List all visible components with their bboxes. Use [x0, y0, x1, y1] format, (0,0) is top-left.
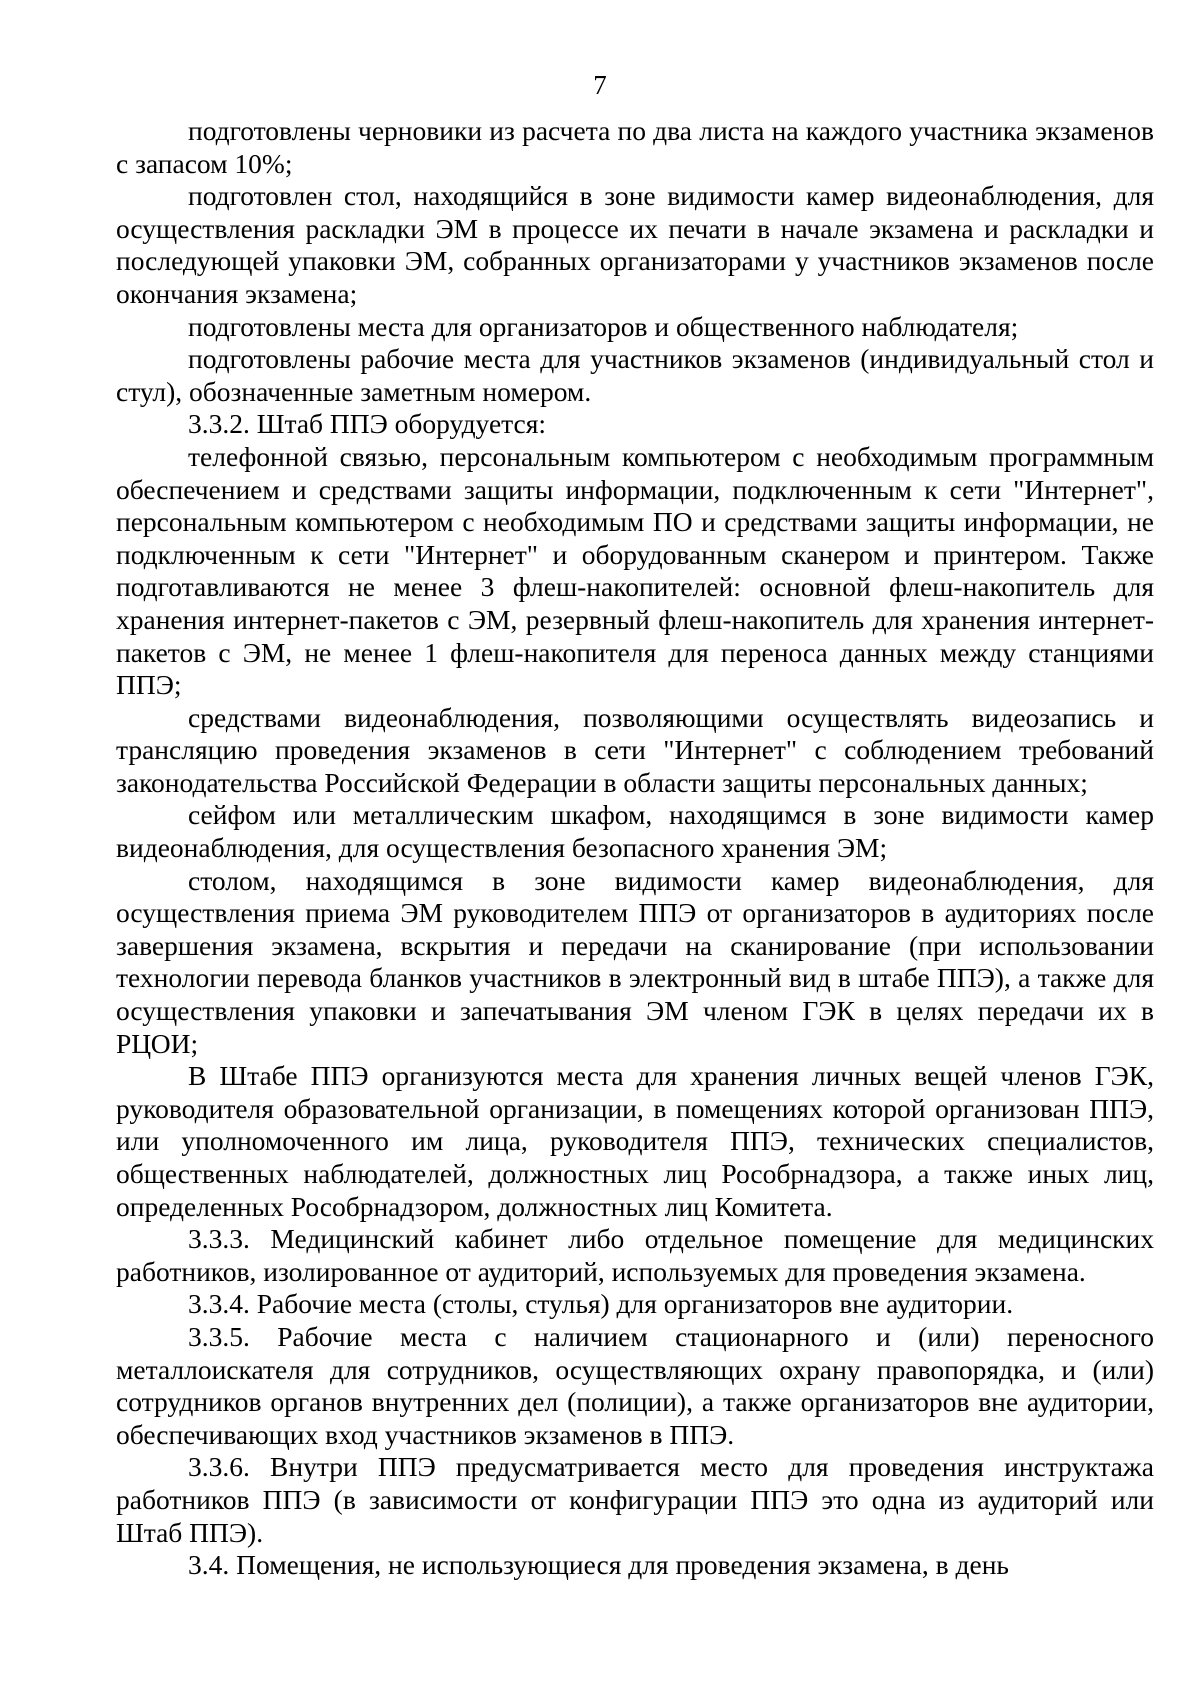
paragraph-section-3-4: 3.4. Помещения, не использующиеся для проведения экзамена, в день: [188, 1549, 1009, 1581]
paragraph-section-3-3-4: 3.3.4. Рабочие места (столы, стулья) для организаторов вне аудитории.: [188, 1288, 1014, 1320]
paragraph-video-surveillance: средствами видеонаблюдения, позволяющими осуществлять видеозапись и трансляцию проведения экзаменов в сети "Интернет" с соблюдением требований законодательства Российской Федерации в области защиты персональных данных;: [116, 701, 1154, 798]
paragraph-personal-belongings: В Штабе ППЭ организуются места для хранения личных вещей членов ГЭК, руководителя образовательной организации, в помещениях которой организован ППЭ, или уполномоченного им лица, руководителя ППЭ, технических специалистов, общественных наблюдателей, должностных лиц Рособрнадзора, а также иных лиц, определенных Рособрнадзором, должностных лиц Комитета.: [116, 1060, 1154, 1222]
paragraph-drafts: подготовлены черновики из расчета по два листа на каждого участника экзаменов с запасом 10%;: [116, 115, 1154, 179]
paragraph-table-for-materials: подготовлен стол, находящийся в зоне видимости камер видеонаблюдения, для осуществления раскладки ЭМ в процессе их печати в начале экзамена и раскладки и последующей упаковки ЭМ, собранных организаторами у участников экзаменов после окончания экзамена;: [116, 180, 1154, 309]
document-body: [116, 115, 1154, 1582]
paragraph-participant-workplaces: подготовлены рабочие места для участников экзаменов (индивидуальный стол и стул), обозначенные заметным номером.: [116, 343, 1154, 407]
paragraph-reception-table: столом, находящимся в зоне видимости камер видеонаблюдения, для осуществления приема ЭМ руководителем ППЭ от организаторов в аудиториях после завершения экзамена, вскрытия и передачи на сканирование (при использовании технологии перевода бланков участников в электронный вид в штабе ППЭ), а также для осуществления упаковки и запечатывания ЭМ членом ГЭК в целях передачи их в РЦОИ;: [116, 864, 1154, 1059]
paragraph-section-3-3-2: 3.3.2. Штаб ППЭ оборудуется:: [188, 408, 546, 440]
page-number: 7: [593, 70, 607, 100]
paragraph-section-3-3-6: 3.3.6. Внутри ППЭ предусматривается место для проведения инструктажа работников ППЭ (в зависимости от конфигурации ППЭ это одна из аудиторий или Штаб ППЭ).: [116, 1451, 1154, 1548]
paragraph-organizer-places: подготовлены места для организаторов и общественного наблюдателя;: [188, 310, 1019, 342]
paragraph-safe: сейфом или металлическим шкафом, находящимся в зоне видимости камер видеонаблюдения, для осуществления безопасного хранения ЭМ;: [116, 799, 1154, 864]
paragraph-phone-and-computers: телефонной связью, персональным компьютером с необходимым программным обеспечением и средствами защиты информации, подключенным к сети "Интернет", персональным компьютером с необходимым ПО и средствами защиты информации, не подключенным к сети "Интернет" и оборудованным сканером и принтером. Также подготавливаются не менее 3 флеш-накопителей: основной флеш-накопитель для хранения интернет-пакетов с ЭМ, резервный флеш-накопитель для хранения интернет-пакетов с ЭМ, не менее 1 флеш-накопителя для переноса данных между станциями ППЭ;: [116, 440, 1154, 701]
paragraph-section-3-3-3: 3.3.3. Медицинский кабинет либо отдельное помещение для медицинских работников, изолированное от аудиторий, используемых для проведения экзамена.: [116, 1223, 1154, 1287]
paragraph-section-3-3-5: 3.3.5. Рабочие места с наличием стационарного и (или) переносного металлоискателя для сотрудников, осуществляющих охрану правопорядка, и (или) сотрудников органов внутренних дел (полиции), а также организаторов вне аудитории, обеспечивающих вход участников экзаменов в ППЭ.: [116, 1320, 1154, 1450]
